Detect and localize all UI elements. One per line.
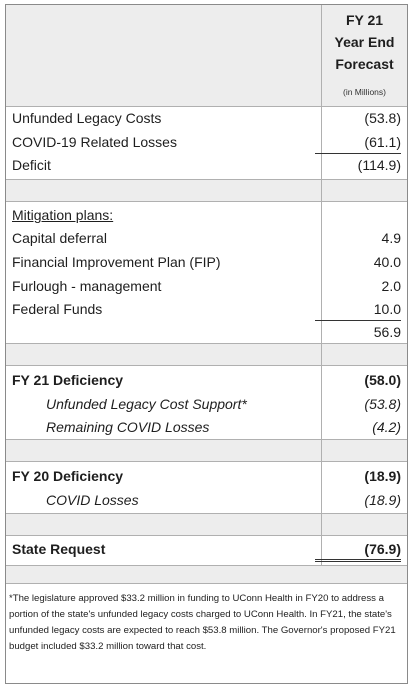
table-row <box>6 131 407 153</box>
row-label: Deficit <box>12 157 51 173</box>
spacer-band <box>6 513 407 535</box>
row-line <box>6 179 407 180</box>
row-value: (114.9) <box>357 157 401 173</box>
forecast-table <box>5 4 408 684</box>
double-underline <box>315 559 401 560</box>
row-label: COVID Losses <box>46 492 139 508</box>
row-line <box>6 513 407 514</box>
header-line-2: Year End <box>334 34 395 50</box>
header-line-1: FY 21 <box>345 12 384 28</box>
units-label: (in Millions) <box>343 87 386 97</box>
row-label: Financial Improvement Plan (FIP) <box>12 254 221 270</box>
header-line-3: Forecast <box>335 56 394 72</box>
table-row <box>6 275 407 297</box>
table-row <box>6 489 407 511</box>
mitigation-heading: Mitigation plans: <box>12 207 114 223</box>
row-label: Unfunded Legacy Costs <box>12 110 162 126</box>
row-line <box>6 201 407 202</box>
table-row <box>6 465 407 487</box>
fy20-deficiency-label: FY 20 Deficiency <box>12 468 124 484</box>
row-label: COVID-19 Related Losses <box>12 134 177 150</box>
row-label: Remaining COVID Losses <box>46 419 210 435</box>
fy21-deficiency-label: FY 21 Deficiency <box>12 372 124 388</box>
row-value: 10.0 <box>373 301 401 317</box>
row-line <box>6 365 407 366</box>
table-row <box>6 538 407 560</box>
table-row <box>6 251 407 273</box>
table-row <box>6 107 407 129</box>
spacer-band <box>6 439 407 461</box>
row-value: (4.2) <box>372 419 401 435</box>
row-value: (18.9) <box>364 492 401 508</box>
row-line <box>6 343 407 344</box>
table-row <box>6 393 407 415</box>
row-value: (53.8) <box>364 396 401 412</box>
table-row <box>6 321 407 343</box>
row-label: Furlough - management <box>12 278 162 294</box>
fy21-deficiency-value: (58.0) <box>364 372 401 388</box>
spacer-band <box>6 565 407 583</box>
row-line <box>6 439 407 440</box>
table-row <box>6 416 407 438</box>
table-row <box>6 298 407 320</box>
row-line <box>6 583 407 584</box>
row-value: 2.0 <box>381 278 401 294</box>
row-label: Unfunded Legacy Cost Support* <box>46 396 247 412</box>
table-row <box>6 154 407 176</box>
table-row <box>6 204 407 226</box>
footnote: *The legislature approved $33.2 million in funding to UConn Health in FY20 to address a portion of the state's unfunded legacy costs charged to UConn Health. In FY21, the state's unfunded legacy costs are expected to reach $53.8 million. The Governor's proposed FY21 budget included $33.2 million toward that cost. <box>9 593 396 652</box>
row-label: Federal Funds <box>12 301 103 317</box>
spacer-band <box>6 179 407 201</box>
row-value: 4.9 <box>381 230 401 246</box>
row-line <box>6 535 407 536</box>
fy20-deficiency-value: (18.9) <box>364 468 401 484</box>
state-request-value: (76.9) <box>364 541 401 557</box>
spacer-band <box>6 343 407 365</box>
row-value: (61.1) <box>364 134 401 150</box>
row-value: 40.0 <box>373 254 401 270</box>
row-label: Capital deferral <box>12 230 107 246</box>
row-line <box>6 565 407 566</box>
row-line <box>6 461 407 462</box>
table-row <box>6 369 407 391</box>
mitigation-total: 56.9 <box>373 324 401 340</box>
double-underline <box>315 561 401 562</box>
state-request-label: State Request <box>12 541 106 557</box>
row-value: (53.8) <box>364 110 401 126</box>
column-header <box>322 9 407 75</box>
table-row <box>6 227 407 249</box>
